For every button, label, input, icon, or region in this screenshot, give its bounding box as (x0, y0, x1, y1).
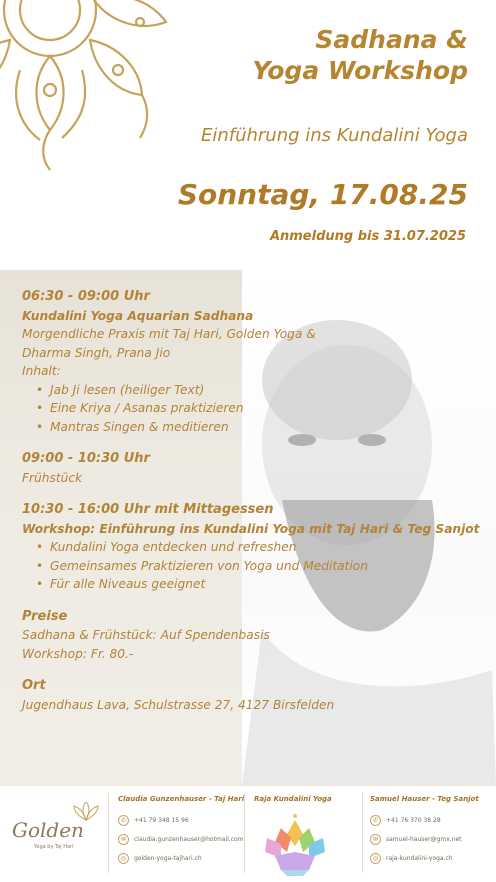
contact-name: Claudia Gunzenhauser - Taj Hari (118, 795, 245, 803)
email-icon: ✉ (370, 834, 381, 845)
schedule (22, 288, 482, 714)
block1-content-label: Inhalt: (22, 364, 61, 378)
list-item: • Eine Kriya / Asanas praktizieren (50, 399, 482, 418)
block1-desc-2: Dharma Singh, Prana Jio (22, 345, 171, 360)
contact-web[interactable]: golden-yoga-tajhari.ch (134, 855, 202, 862)
footer-divider (362, 793, 363, 873)
location-address: Jugendhaus Lava, Schulstrasse 27, 4127 Birsfelden (22, 697, 335, 712)
web-icon: ◎ (118, 853, 129, 864)
list-item: • Jab Ji lesen (heiliger Text) (50, 381, 482, 400)
contact-phone[interactable]: +41 76 370 38 28 (386, 817, 441, 824)
list-item: • Für alle Niveaus geeignet (50, 575, 482, 594)
footer-divider (244, 793, 245, 873)
block1-list (22, 381, 482, 437)
center-name: Raja Kundalini Yoga (254, 795, 332, 803)
block3-list (22, 538, 482, 594)
contact-email[interactable]: claudia.gunzenhauser@hotmail.com (134, 836, 244, 843)
phone-icon: ✆ (118, 815, 129, 826)
golden-logo-subtext: Yoga by Taj Hari (34, 844, 74, 850)
event-date: Sonntag, 17.08.25 (177, 178, 468, 211)
phone-icon: ✆ (370, 815, 381, 826)
title-line-2: Yoga Workshop (252, 56, 468, 85)
title-line-1: Sadhana & (315, 25, 468, 54)
block2-title: Frühstück (22, 470, 83, 485)
prices-line-1: Sadhana & Frühstück: Auf Spendenbasis (22, 628, 270, 642)
list-item: • Mantras Singen & meditieren (50, 418, 482, 437)
web-icon: ◎ (370, 853, 381, 864)
footer-divider (108, 793, 109, 873)
email-icon: ✉ (118, 834, 129, 845)
contact-web[interactable]: raja-kundalini-yoga.ch (386, 855, 453, 862)
contact-claudia (118, 795, 244, 864)
contact-email[interactable]: samuel-hauser@gmx.net (386, 836, 462, 843)
raja-lotus-logo-icon (255, 812, 335, 878)
event-title (252, 24, 468, 86)
block1-time: 06:30 - 09:00 Uhr (22, 289, 150, 304)
prices-label: Preise (22, 608, 68, 624)
golden-logo-text: Golden (12, 818, 84, 842)
event-subtitle: Einführung ins Kundalini Yoga (200, 125, 468, 146)
block3-time: 10:30 - 16:00 Uhr mit Mittagessen (22, 502, 274, 517)
contact-phone[interactable]: +41 79 348 15 96 (134, 817, 189, 824)
block1-desc-1: Morgendliche Praxis mit Taj Hari, Golden Yoga & (22, 327, 316, 341)
block2-time: 09:00 - 10:30 Uhr (22, 451, 150, 466)
contact-samuel (370, 795, 479, 864)
registration-deadline: Anmeldung bis 31.07.2025 (269, 229, 466, 244)
center-logo-column (254, 795, 332, 803)
list-item: • Gemeinsames Praktizieren von Yoga und Meditation (50, 557, 482, 576)
contact-name: Samuel Hauser - Teg Sanjot (370, 795, 479, 803)
prices-line-2: Workshop: Fr. 80.- (22, 646, 134, 661)
location-label: Ort (22, 678, 46, 693)
block1-title: Kundalini Yoga Aquarian Sadhana (22, 308, 254, 323)
mandala-ornament-icon (0, 0, 180, 180)
golden-yoga-logo (8, 802, 104, 870)
list-item: • Kundalini Yoga entdecken und refreshen (50, 538, 482, 557)
block3-title: Workshop: Einführung ins Kundalini Yoga mit Taj Hari & Teg Sanjot (22, 521, 480, 536)
